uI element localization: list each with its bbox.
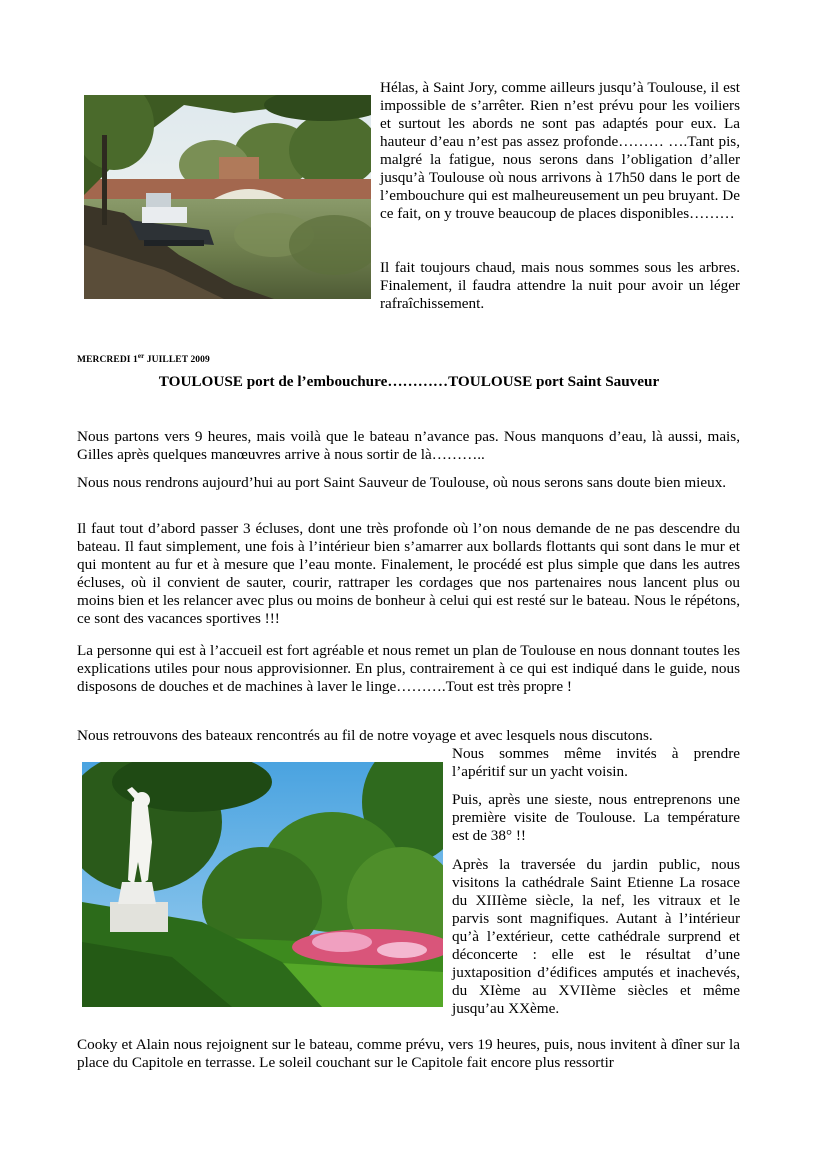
route-title: TOULOUSE port de l’embouchure…………TOULOUSE port Saint Sauveur <box>158 373 660 390</box>
body-paragraph-2: Nous nous rendrons aujourd’hui au port Saint Sauveur de Toulouse, où nous serons sans doute bien mieux. <box>77 474 727 491</box>
canal-boat-photo <box>84 95 371 299</box>
body-paragraph-1: Nous partons vers 9 heures, mais voilà que le bateau n’avance pas. Nous manquons d’eau, là aussi, mais, Gilles après quelques manœuvres arrive à nous sortir de là……….. <box>77 428 740 463</box>
body-paragraph-3: Il faut tout d’abord passer 3 écluses, dont une très profonde où l’on nous demande de ne pas descendre du bateau. Il faut simplement, une fois à l’intérieur bien s’amarrer aux bollards flottants qui sont dans le mur et qui montent au fur et à mesure que l’eau monte. Finalement, le procédé est plus simple que dans les autres écluses, où il convient de sauter, courir, rattraper les cordages que nos partenaires nous lancent plus ou moins bien et les relancer avec plus ou moins de bonheur à celui qui est resté sur le bateau. Nous le répétons, ce sont des vacances sportives !!! <box>77 520 740 627</box>
body-paragraph-5-rest: Nous sommes même invités à prendre l’apéritif sur un yacht voisin. <box>452 745 740 780</box>
body-paragraph-7: Après la traversée du jardin public, nous visitons la cathédrale Saint Etienne La rosace du XIIIème siècle, la nef, les vitraux et le parvis sont magnifiques. Autant à l’intérieur qu’à l’extérieur, cette cathédrale surprend et déconcerte : elle est le résultat d’une juxtaposition d’édifices amputés et inachevés, du XIème au XVIIème siècles et même jusqu’au XXème. <box>452 856 740 1017</box>
intro-paragraph-2: Il fait toujours chaud, mais nous sommes sous les arbres. Finalement, il faudra attendre la nuit pour avoir un léger rafraîchissement. <box>380 259 740 312</box>
body-paragraph-6: Puis, après une sieste, nous entreprenons une première visite de Toulouse. La température est de 38° !! <box>452 791 740 844</box>
body-paragraph-8: Cooky et Alain nous rejoignent sur le bateau, comme prévu, vers 19 heures, puis, nous invitent à dîner sur la place du Capitole en terrasse. Le soleil couchant sur le Capitole fait encore plus ressortir <box>77 1036 740 1071</box>
intro-paragraph-1: Hélas, à Saint Jory, comme ailleurs jusqu’à Toulouse, il est impossible de s’arrêter. Rien n’est prévu pour les voiliers et surtout les abords ne sont pas adaptés pour eux. La hauteur d’eau n’est pas assez profonde……… ….Tant pis, malgré la fatigue, nous serons dans l’obligation d’aller jusqu’à Toulouse où nous arrivons à 17h50 dans le port de l’embouchure qui est malheureusement un peu bruyant. De ce fait, on y trouve beaucoup de places disponibles……… <box>380 79 740 222</box>
date-heading: MERCREDI 1er JUILLET 2009 <box>77 352 210 366</box>
body-paragraph-4: La personne qui est à l’accueil est fort agréable et nous remet un plan de Toulouse en nous donnant toutes les explications utiles pour nous approvisionner. En plus, contrairement à ce qui est indiqué dans le guide, nous disposons de douches et de machines à laver le linge……….Tout est très propre ! <box>77 642 740 695</box>
body-paragraph-5-line1: Nous retrouvons des bateaux rencontrés au fil de notre voyage et avec lesquels nous discutons. <box>77 727 653 744</box>
garden-statue-photo <box>82 762 443 1007</box>
